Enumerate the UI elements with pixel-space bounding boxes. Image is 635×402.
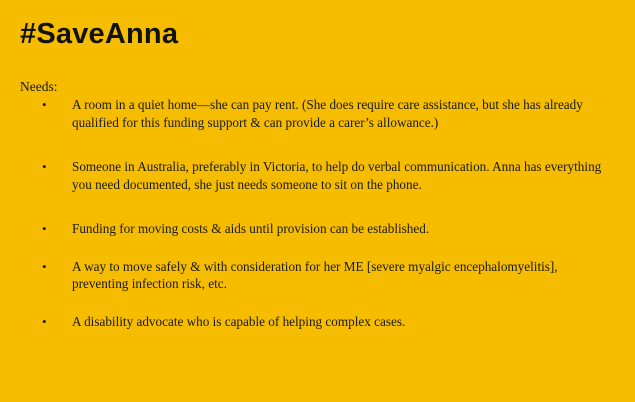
list-item-text: A way to move safely & with consideration for her ME [severe myalgic encephalomyelitis], preventing infection risk, etc. [72,258,558,291]
slide-title: #SaveAnna [20,18,179,50]
bullet-icon: • [42,159,47,174]
bullet-icon: • [42,97,47,112]
bullet-icon: • [42,258,47,274]
list-item [40,158,615,193]
list-item [40,313,615,331]
list-item-text: A disability advocate who is capable of helping complex cases. [72,313,406,329]
needs-label: Needs: [20,79,58,94]
list-item [40,96,615,131]
list-item-text: Funding for moving costs & aids until provision can be established. [72,221,430,236]
bullet-icon: • [42,313,47,329]
list-item [40,220,615,238]
bullet-icon: • [42,221,47,236]
list-item-text: Someone in Australia, preferably in Victoria, to help do verbal communication. Anna has everything you need documented, she just needs someone to sit on the phone. [72,159,602,192]
list-item-text: A room in a quiet home—she can pay rent. (She does require care assistance, but she has already qualified for this funding support & can provide a carer’s allowance.) [72,97,583,130]
needs-list [40,96,615,330]
list-item [40,258,615,293]
